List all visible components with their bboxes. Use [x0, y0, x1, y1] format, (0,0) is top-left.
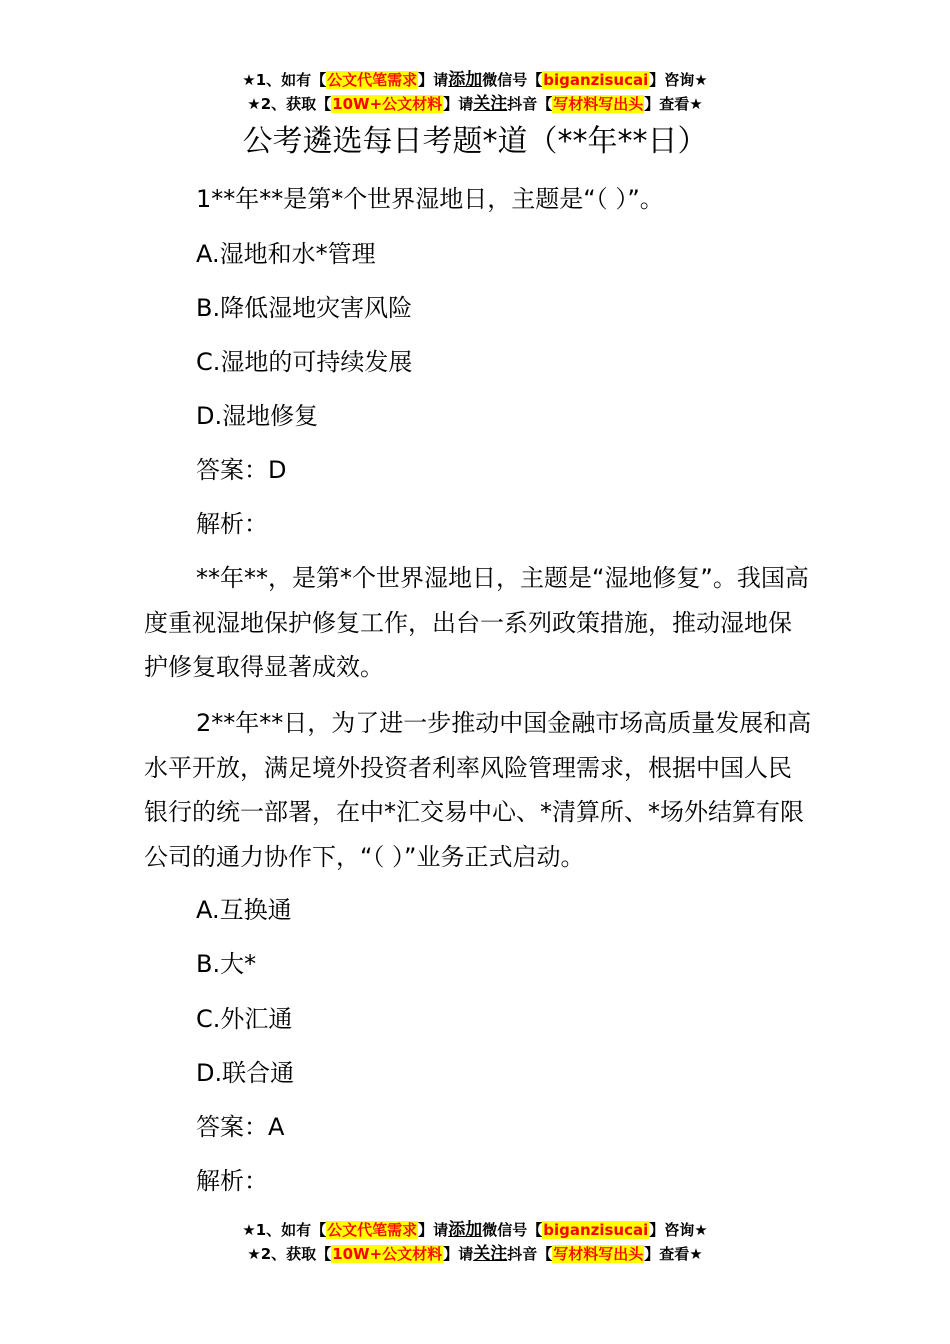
promo-line-2 [0, 92, 950, 116]
q2-option-b: B.大* [196, 950, 257, 978]
promo-text: 】请 [418, 1221, 449, 1239]
promo-highlight: 10W+公文材料 [332, 95, 443, 113]
promo-highlight: 10W+公文材料 [332, 1245, 443, 1263]
promo-highlight: 公文代笔需求 [327, 71, 418, 89]
promo-text: 微信号【 [482, 71, 543, 89]
q1-option-b: B.降低湿地灾害风险 [196, 294, 413, 322]
promo-text: 】请 [418, 71, 449, 89]
q1-option-a: A.湿地和水*管理 [196, 240, 376, 268]
page-title: 公考遴选每日考题*道（**年**日） [242, 124, 708, 159]
q1-answer: 答案：D [196, 456, 287, 484]
q1-option-d: D.湿地修复 [196, 402, 319, 430]
header-promo [0, 68, 950, 116]
q1-option-c: C.湿地的可持续发展 [196, 348, 413, 376]
promo-text: ★1、如有【 [242, 71, 327, 89]
q1-analysis: **年**，是第*个世界湿地日，主题是“湿地修复”。我国高度重视湿地保护修复工作，出台一系列政策措施，推动湿地保护修复取得显著成效。 [144, 564, 809, 681]
q2-option-c: C.外汇通 [196, 1005, 293, 1033]
promo-text: 微信号【 [482, 1221, 543, 1239]
q1-analysis-label: 解析： [196, 510, 268, 538]
promo-douyin-id: 写材料写出头 [553, 1245, 644, 1263]
promo-underline: 关注 [473, 1244, 508, 1264]
promo-text: 】请 [443, 95, 474, 113]
q2-option-d: D.联合通 [196, 1059, 295, 1087]
promo-text: 】查看★ [644, 1245, 703, 1263]
promo-line-2 [0, 1242, 950, 1266]
promo-text: 抖音【 [507, 95, 553, 113]
promo-wechat-id: biganzisucai [543, 71, 649, 89]
question-2: 2**年**日，为了进一步推动中国金融市场高质量发展和高水平开放，满足境外投资者利率风险管理需求，根据中国人民银行的统一部署，在中*汇交易中心、*清算所、*场外结算有限公司的通力协作下，“（ ）”业务正式启动。 [144, 709, 812, 871]
question-1: 1**年**是第*个世界湿地日，主题是“（ ）”。 [196, 185, 664, 213]
promo-line-1 [0, 68, 950, 92]
footer-promo [0, 1218, 950, 1266]
promo-text: ★2、获取【 [247, 95, 332, 113]
promo-text: 抖音【 [507, 1245, 553, 1263]
q2-option-a: A.互换通 [196, 896, 292, 924]
promo-text: ★1、如有【 [242, 1221, 327, 1239]
promo-underline: 添加 [448, 70, 483, 90]
q2-answer: 答案：A [196, 1113, 285, 1141]
promo-highlight: 公文代笔需求 [327, 1221, 418, 1239]
promo-wechat-id: biganzisucai [543, 1221, 649, 1239]
promo-underline: 关注 [473, 94, 508, 114]
q2-analysis-label: 解析： [196, 1167, 268, 1195]
promo-text: 】请 [443, 1245, 474, 1263]
promo-underline: 添加 [448, 1220, 483, 1240]
promo-text: 】查看★ [644, 95, 703, 113]
promo-line-1 [0, 1218, 950, 1242]
promo-text: ★2、获取【 [247, 1245, 332, 1263]
promo-text: 】咨询★ [649, 71, 708, 89]
promo-text: 】咨询★ [649, 1221, 708, 1239]
promo-douyin-id: 写材料写出头 [553, 95, 644, 113]
